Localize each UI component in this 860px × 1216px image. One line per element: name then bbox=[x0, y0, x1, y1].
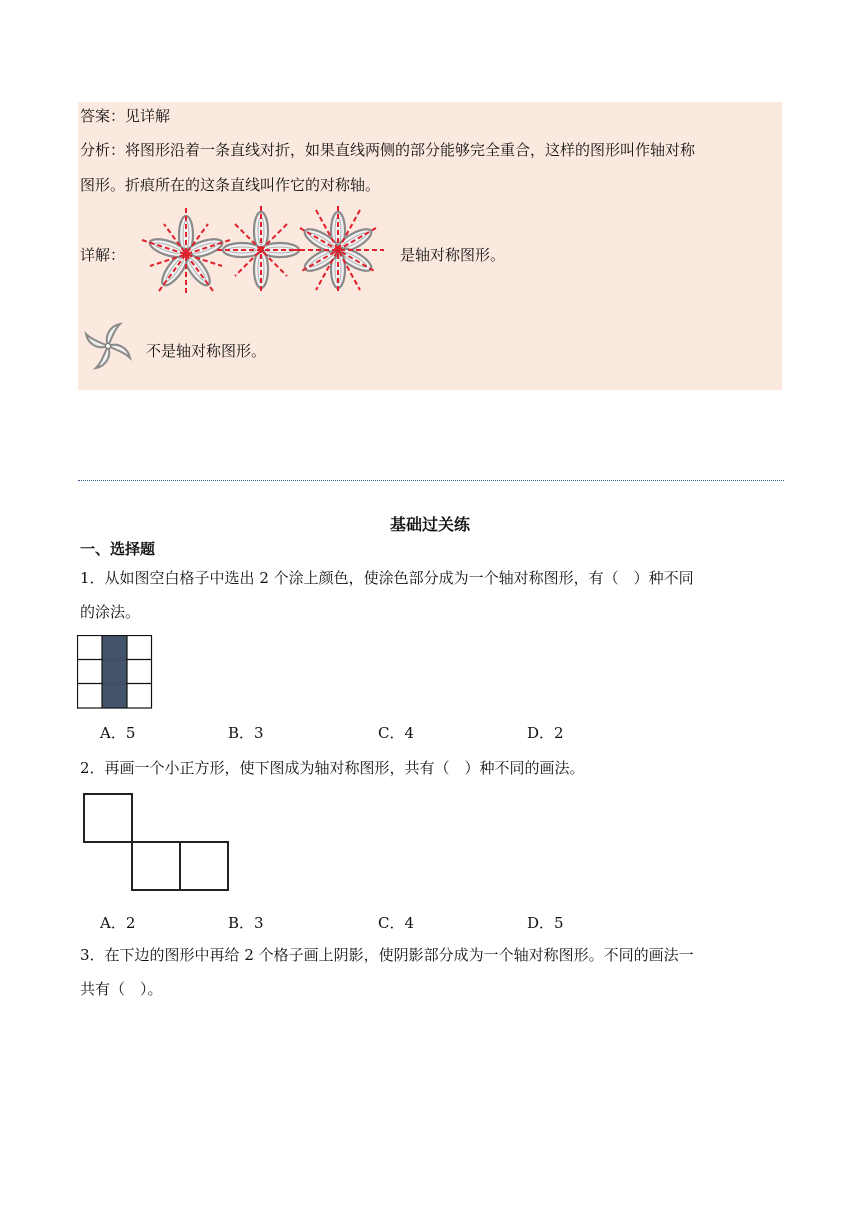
section-title: 基础过关练 bbox=[389, 515, 470, 534]
answer-line: 答案：见详解 bbox=[80, 107, 171, 125]
option-b[interactable]: B．3 bbox=[228, 724, 264, 742]
not-symmetric-text: 不是轴对称图形。 bbox=[146, 342, 267, 360]
question-3-line-2: 共有（ ）。 bbox=[80, 980, 163, 998]
symmetric-flowers-figure bbox=[138, 204, 400, 296]
detail-conclusion: 是轴对称图形。 bbox=[400, 246, 506, 264]
question-1-grid bbox=[77, 635, 153, 709]
four-petal-flower bbox=[217, 206, 305, 294]
section-heading: 一、选择题 bbox=[80, 540, 156, 558]
question-2-line-1: 2．再画一个小正方形，使下图成为轴对称图形，共有（ ）种不同的画法。 bbox=[80, 759, 585, 777]
option-d[interactable]: D．5 bbox=[527, 914, 564, 932]
dotted-divider bbox=[78, 480, 784, 481]
pinwheel-figure bbox=[80, 320, 136, 372]
six-petal-flower bbox=[292, 206, 384, 294]
question-1-line-2: 的涂法。 bbox=[80, 603, 141, 621]
option-a[interactable]: A．5 bbox=[100, 724, 136, 742]
analysis-line-2: 图形。折痕所在的这条直线叫作它的对称轴。 bbox=[80, 176, 381, 194]
question-3-line-1: 3．在下边的图形中再给 2 个格子画上阴影，使阴影部分成为一个轴对称图形。不同的画法一 bbox=[80, 946, 694, 964]
detail-label: 详解： bbox=[80, 246, 126, 264]
five-petal-flower bbox=[142, 208, 230, 294]
question-2-squares bbox=[82, 792, 234, 894]
question-1-line-1: 1．从如图空白格子中选出 2 个涂上颜色，使涂色部分成为一个轴对称图形，有（ ）种不同 bbox=[80, 569, 694, 587]
option-c[interactable]: C．4 bbox=[378, 914, 415, 932]
analysis-line-1: 分析：将图形沿着一条直线对折，如果直线两侧的部分能够完全重合，这样的图形叫作轴对称 bbox=[80, 141, 696, 159]
option-c[interactable]: C．4 bbox=[378, 724, 415, 742]
option-a[interactable]: A．2 bbox=[100, 914, 136, 932]
option-d[interactable]: D．2 bbox=[527, 724, 564, 742]
option-b[interactable]: B．3 bbox=[228, 914, 264, 932]
